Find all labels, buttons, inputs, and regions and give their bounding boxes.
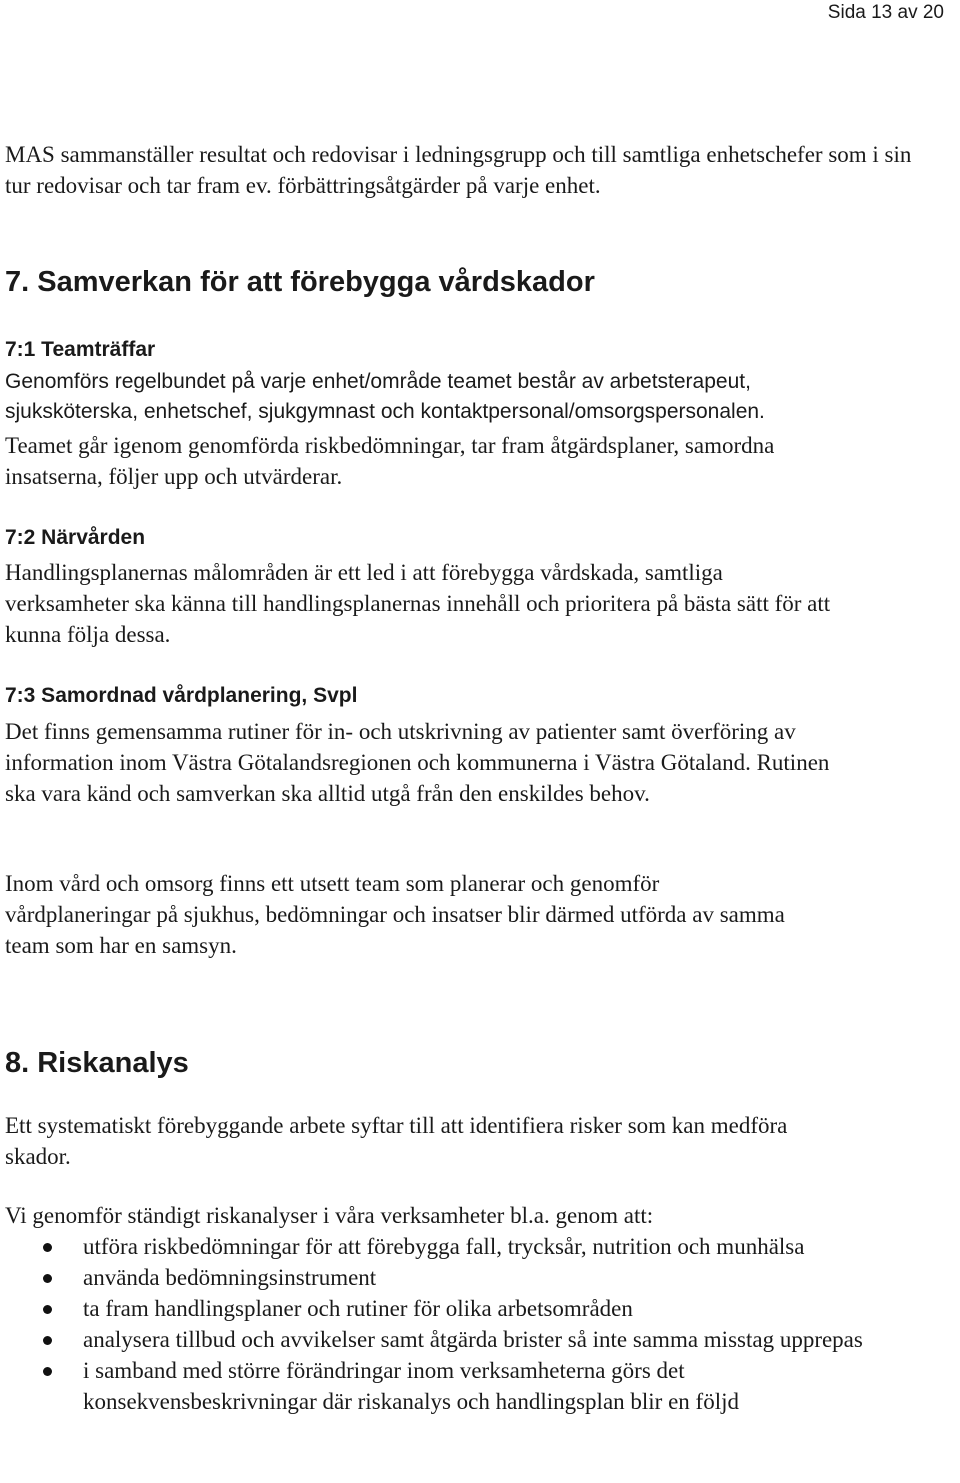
subsection-7-3-paragraph: Det finns gemensamma rutiner för in- och utskrivning av patienter samt överföring av information inom Västra Götalandsregionen och kommunerna i Västra Götaland. Rutinen ska vara känd och samverkan ska alltid utgå från den enskildes behov.: [5, 719, 830, 806]
bullet-icon: [43, 1305, 52, 1314]
section-8: [5, 1046, 945, 1080]
bullet-icon: [43, 1243, 52, 1252]
list-item: använda bedömningsinstrument: [5, 1262, 865, 1293]
subsection-7-1: [5, 336, 945, 364]
subsection-7-2: [5, 524, 945, 552]
list-item: ta fram handlingsplaner och rutiner för olika arbetsområden: [5, 1293, 865, 1324]
list-item: analysera tillbud och avvikelser samt åtgärda brister så inte samma misstag upprepas: [5, 1324, 865, 1355]
subsection-7-1-line-2: sjuksköterska, enhetschef, sjukgymnast och kontaktpersonal/omsorgspersonalen.: [5, 400, 765, 423]
bullet-icon: [43, 1274, 52, 1283]
intro-section: [5, 139, 925, 201]
list-item: i samband med större förändringar inom verksamheterna görs det konsekvensbeskrivningar där riskanalys och handlingsplan blir en följd: [5, 1355, 865, 1417]
section-8-lead: [5, 1200, 945, 1231]
subsection-7-1-body: [5, 367, 945, 427]
section-7-heading: 7. Samverkan för att förebygga vårdskador: [5, 266, 595, 298]
subsection-7-3-paragraph-2: Inom vård och omsorg finns ett utsett team som planerar och genomför vårdplaneringar på sjukhus, bedömningar och insatser blir därmed utförda av samma team som har en samsyn.: [5, 871, 785, 958]
subsection-7-3: [5, 682, 945, 710]
subsection-7-1-paragraph: Teamet går igenom genomförda riskbedömningar, tar fram åtgärdsplaner, samordna insatserna, följer upp och utvärderar.: [5, 433, 775, 489]
list-item: utföra riskbedömningar för att förebygga fall, trycksår, nutrition och munhälsa: [5, 1231, 865, 1262]
page-number: Sida 13 av 20: [827, 2, 944, 23]
section-8-paragraph-2: Vi genomför ständigt riskanalyser i våra verksamheter bl.a. genom att:: [5, 1203, 654, 1228]
subsection-7-3-body-2: [5, 868, 805, 961]
bullet-icon: [43, 1367, 52, 1376]
bullet-icon: [43, 1336, 52, 1345]
section-7: [5, 265, 945, 299]
subsection-7-3-body: [5, 716, 865, 809]
subsection-7-1-heading: 7:1 Teamträffar: [5, 338, 156, 361]
intro-paragraph: MAS sammanställer resultat och redovisar i ledningsgrupp och till samtliga enhetschefer som i sin tur redovisar och tar fram ev. förbättringsåtgärder på varje enhet.: [5, 142, 912, 198]
risk-analysis-list: [5, 1231, 865, 1417]
subsection-7-1-continued: [5, 430, 805, 492]
section-8-list: [5, 1231, 865, 1417]
subsection-7-1-line-1: Genomförs regelbundet på varje enhet/område teamet består av arbetsterapeut,: [5, 370, 751, 393]
subsection-7-2-heading: 7:2 Närvården: [5, 526, 146, 549]
subsection-7-2-paragraph: Handlingsplanernas målområden är ett led i att förebygga vårdskada, samtliga verksamheter ska känna till handlingsplanernas innehåll och prioritera på bästa sätt för att kunna följa dessa.: [5, 560, 831, 647]
section-8-heading: 8. Riskanalys: [5, 1047, 189, 1079]
section-8-intro: [5, 1110, 805, 1172]
subsection-7-2-body: [5, 557, 835, 650]
subsection-7-3-heading: 7:3 Samordnad vårdplanering, Svpl: [5, 684, 358, 707]
section-8-paragraph-1: Ett systematiskt förebyggande arbete syftar till att identifiera risker som kan medföra skador.: [5, 1113, 788, 1169]
